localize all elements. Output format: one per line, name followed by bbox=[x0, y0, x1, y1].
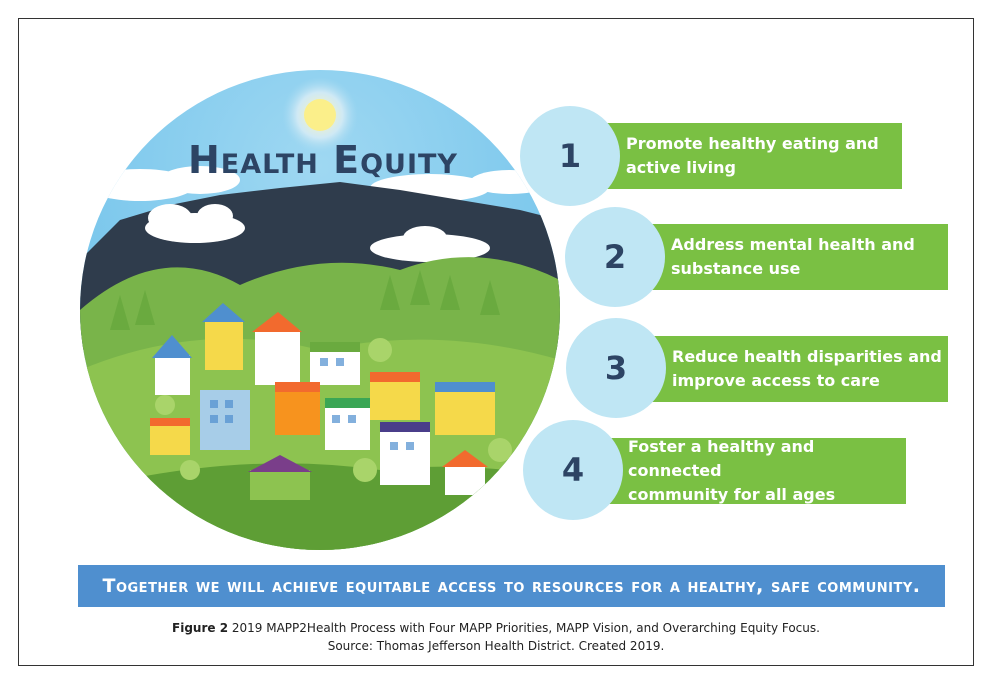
priority-3-line1: Reduce health disparities and bbox=[672, 347, 942, 366]
vision-banner: Together we will achieve equitable access to resources for a healthy, safe community. bbox=[78, 565, 945, 607]
caption-text: 2019 MAPP2Health Process with Four MAPP Priorities, MAPP Vision, and Overarching Equity Focus. bbox=[231, 621, 820, 635]
priority-1-line1: Promote healthy eating and bbox=[626, 134, 879, 153]
priority-2-bar bbox=[636, 224, 948, 290]
priority-4-line1: Foster a healthy and connected bbox=[628, 437, 815, 480]
priority-2-line2: substance use bbox=[671, 259, 801, 278]
priority-2-number: 2 bbox=[565, 207, 665, 307]
figure-caption bbox=[18, 621, 974, 635]
priority-1-number: 1 bbox=[520, 106, 620, 206]
priority-4-number: 4 bbox=[523, 420, 623, 520]
priority-1-line2: active living bbox=[626, 158, 736, 177]
priority-3-bar bbox=[636, 336, 948, 402]
priority-3-line2: improve access to care bbox=[672, 371, 880, 390]
priority-1-bar bbox=[590, 123, 902, 189]
priority-4-bar bbox=[594, 438, 906, 504]
priority-4-line2: community for all ages bbox=[628, 485, 836, 504]
caption-label: Figure 2 bbox=[172, 621, 229, 635]
health-equity-title: Health Equity bbox=[188, 138, 458, 182]
priority-2-line1: Address mental health and bbox=[671, 235, 915, 254]
priority-3-number: 3 bbox=[566, 318, 666, 418]
figure-source: Source: Thomas Jefferson Health District. Created 2019. bbox=[327, 639, 665, 653]
